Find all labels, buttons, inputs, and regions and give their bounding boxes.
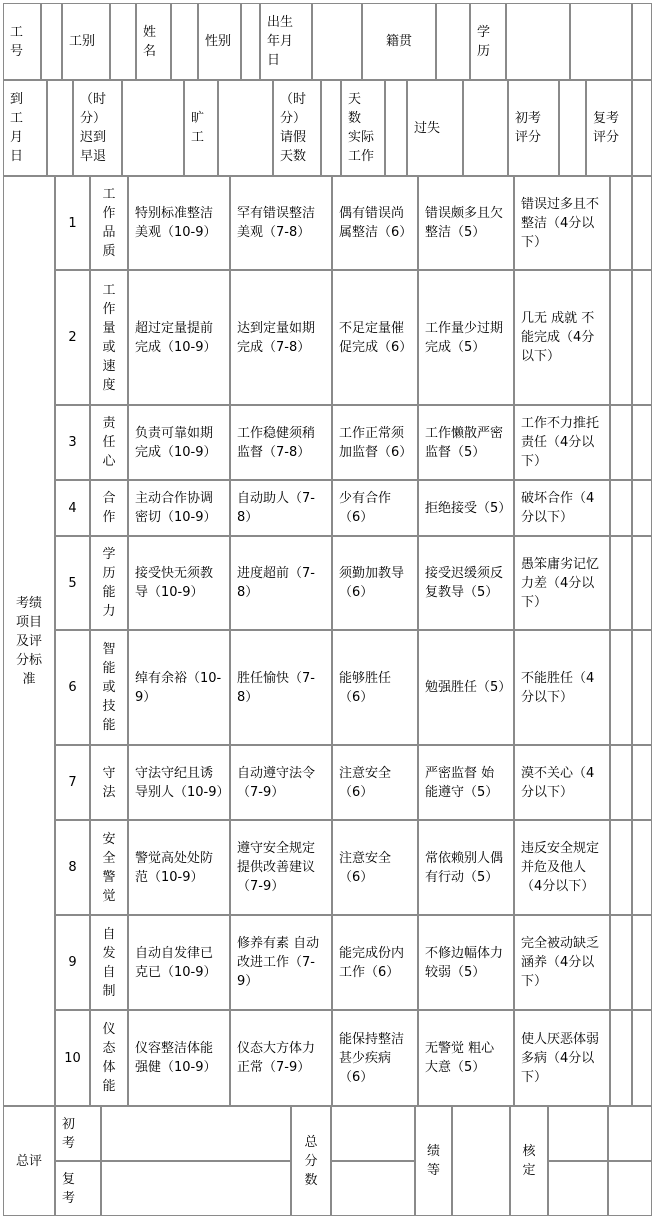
criteria-no: 3 <box>55 405 90 480</box>
criteria-level-2: 罕有错误整洁美观（7-8） <box>230 176 332 270</box>
criteria-level-1: 绰有余裕（10-9） <box>128 630 230 745</box>
criteria-score-review[interactable] <box>632 745 652 820</box>
criteria-level-1: 超过定量提前完成（10-9） <box>128 270 230 405</box>
criteria-level-3: 能完成份内工作（6） <box>332 915 418 1010</box>
criteria-level-2: 自动助人（7-8） <box>230 480 332 536</box>
criteria-item: 仪 态 体 能 <box>90 1010 128 1106</box>
label-fault: 过失 <box>407 80 463 176</box>
criteria-level-3: 能够胜任（6） <box>332 630 418 745</box>
criteria-no: 2 <box>55 270 90 405</box>
label-join-date: 到 工 月 日 <box>3 80 47 176</box>
criteria-level-3: 工作正常须加监督（6） <box>332 405 418 480</box>
criteria-score-review[interactable] <box>632 915 652 1010</box>
field-fault[interactable] <box>463 80 508 176</box>
criteria-item: 安 全 警 觉 <box>90 820 128 915</box>
criteria-no: 4 <box>55 480 90 536</box>
field-total-first[interactable] <box>331 1106 415 1161</box>
criteria-level-1: 警觉高处处防范（10-9） <box>128 820 230 915</box>
criteria-no: 10 <box>55 1010 90 1106</box>
criteria-score-first[interactable] <box>610 1010 632 1106</box>
field-approve-1[interactable] <box>548 1106 608 1161</box>
criteria-no: 7 <box>55 745 90 820</box>
criteria-score-review[interactable] <box>632 820 652 915</box>
criteria-level-4: 拒绝接受（5） <box>418 480 514 536</box>
criteria-score-first[interactable] <box>610 270 632 405</box>
label-total: 总 分 数 <box>291 1106 331 1216</box>
field-total-review[interactable] <box>331 1161 415 1216</box>
criteria-no: 5 <box>55 536 90 630</box>
label-grade: 绩 等 <box>415 1106 452 1216</box>
criteria-item: 守 法 <box>90 745 128 820</box>
field-approve-2[interactable] <box>548 1161 608 1216</box>
criteria-level-3: 注意安全（6） <box>332 745 418 820</box>
criteria-level-3: 能保持整洁甚少疾病（6） <box>332 1010 418 1106</box>
label-birth-date: 出生 年月 日 <box>260 3 312 80</box>
criteria-level-4: 不修边幅体力较弱（5） <box>418 915 514 1010</box>
criteria-item: 合 作 <box>90 480 128 536</box>
criteria-level-1: 接受快无须教导（10-9） <box>128 536 230 630</box>
criteria-level-4: 工作懒散严密监督（5） <box>418 405 514 480</box>
field-approve-4[interactable] <box>608 1161 652 1216</box>
criteria-level-4: 错误颇多且欠整洁（5） <box>418 176 514 270</box>
field-department[interactable] <box>110 3 136 80</box>
label-leave: （时 分） 请假 天数 <box>273 80 321 176</box>
criteria-no: 1 <box>55 176 90 270</box>
criteria-level-5: 不能胜任（4分以下） <box>514 630 610 745</box>
criteria-level-5: 错误过多且不整洁（4分以下） <box>514 176 610 270</box>
field-late-early[interactable] <box>122 80 184 176</box>
criteria-level-2: 遵守安全规定提供改善建议（7-9） <box>230 820 332 915</box>
field-join-date[interactable] <box>47 80 73 176</box>
label-education: 学 历 <box>470 3 506 80</box>
criteria-level-5: 愚笨庸劣记忆力差（4分以下） <box>514 536 610 630</box>
criteria-item: 责 任 心 <box>90 405 128 480</box>
criteria-level-2: 仪态大方体力正常（7-9） <box>230 1010 332 1106</box>
label-emp-no: 工 号 <box>3 3 41 80</box>
criteria-score-review[interactable] <box>632 1010 652 1106</box>
criteria-no: 9 <box>55 915 90 1010</box>
criteria-level-3: 须勤加教导（6） <box>332 536 418 630</box>
criteria-level-2: 工作稳健须稍监督（7-8） <box>230 405 332 480</box>
criteria-level-4: 勉强胜任（5） <box>418 630 514 745</box>
criteria-item: 工 作 量 或 速 度 <box>90 270 128 405</box>
criteria-item: 自 发 自 制 <box>90 915 128 1010</box>
field-native-place[interactable] <box>436 3 470 80</box>
label-first: 初 考 <box>55 1106 101 1161</box>
label-name: 姓 名 <box>136 3 171 80</box>
criteria-level-4: 严密监督 始能遵守（5） <box>418 745 514 820</box>
criteria-score-first[interactable] <box>610 630 632 745</box>
criteria-level-5: 漠不关心（4分以下） <box>514 745 610 820</box>
field-education-2[interactable] <box>570 3 632 80</box>
field-absent[interactable] <box>218 80 273 176</box>
field-emp-no[interactable] <box>41 3 62 80</box>
criteria-level-5: 破坏合作（4分以下） <box>514 480 610 536</box>
criteria-level-5: 工作不力推托责任（4分以下） <box>514 405 610 480</box>
criteria-score-review[interactable] <box>632 480 652 536</box>
field-birth-date[interactable] <box>312 3 362 80</box>
field-name[interactable] <box>171 3 198 80</box>
criteria-level-1: 守法守纪且诱导别人（10-9） <box>128 745 230 820</box>
criteria-level-2: 达到定量如期完成（7-8） <box>230 270 332 405</box>
label-review-score: 复考 评分 <box>586 80 632 176</box>
field-first-score[interactable] <box>559 80 586 176</box>
criteria-level-5: 几无 成就 不能完成（4分以下） <box>514 270 610 405</box>
criteria-level-4: 工作量少过期完成（5） <box>418 270 514 405</box>
criteria-score-review[interactable] <box>632 536 652 630</box>
criteria-score-first[interactable] <box>610 480 632 536</box>
criteria-score-first[interactable] <box>610 820 632 915</box>
field-leave[interactable] <box>321 80 341 176</box>
criteria-item: 学 历 能 力 <box>90 536 128 630</box>
criteria-score-first[interactable] <box>610 176 632 270</box>
criteria-level-2: 胜任愉快（7-8） <box>230 630 332 745</box>
criteria-score-review[interactable] <box>632 630 652 745</box>
criteria-level-1: 负责可靠如期完成（10-9） <box>128 405 230 480</box>
criteria-level-4: 接受迟缓须反复教导（5） <box>418 536 514 630</box>
label-actual-days: 天 数 实际 工作 <box>341 80 385 176</box>
criteria-item: 智 能 或 技 能 <box>90 630 128 745</box>
criteria-level-3: 偶有错误尚属整洁（6） <box>332 176 418 270</box>
criteria-level-3: 少有合作（6） <box>332 480 418 536</box>
criteria-no: 8 <box>55 820 90 915</box>
field-review-score[interactable] <box>632 80 652 176</box>
field-first-comment[interactable] <box>101 1106 291 1161</box>
criteria-level-1: 仪容整洁体能强健（10-9） <box>128 1010 230 1106</box>
criteria-item: 工 作 品 质 <box>90 176 128 270</box>
criteria-level-5: 完全被动缺乏涵养（4分以下） <box>514 915 610 1010</box>
label-late-early: （时 分） 迟到 早退 <box>73 80 122 176</box>
criteria-level-1: 主动合作协调密切（10-9） <box>128 480 230 536</box>
criteria-level-5: 违反安全规定并危及他人（4分以下） <box>514 820 610 915</box>
criteria-score-review[interactable] <box>632 176 652 270</box>
criteria-score-review[interactable] <box>632 405 652 480</box>
criteria-title: 考绩 项目 及评 分标 准 <box>3 176 55 1106</box>
criteria-level-4: 常依赖别人偶有行动（5） <box>418 820 514 915</box>
criteria-score-first[interactable] <box>610 536 632 630</box>
label-review: 复 考 <box>55 1161 101 1216</box>
field-education-3[interactable] <box>632 3 652 80</box>
criteria-score-first[interactable] <box>610 745 632 820</box>
field-approve-3[interactable] <box>608 1106 652 1161</box>
criteria-level-1: 自动自发律已克已（10-9） <box>128 915 230 1010</box>
field-education-1[interactable] <box>506 3 570 80</box>
label-overall: 总评 <box>3 1106 55 1216</box>
criteria-level-3: 不足定量催促完成（6） <box>332 270 418 405</box>
criteria-level-5: 使人厌恶体弱多病（4分以下） <box>514 1010 610 1106</box>
criteria-score-review[interactable] <box>632 270 652 405</box>
criteria-level-3: 注意安全（6） <box>332 820 418 915</box>
field-grade[interactable] <box>452 1106 510 1216</box>
label-department: 工别 <box>62 3 110 80</box>
criteria-score-first[interactable] <box>610 405 632 480</box>
label-first-score: 初考 评分 <box>508 80 559 176</box>
field-gender[interactable] <box>241 3 260 80</box>
criteria-level-2: 进度超前（7-8） <box>230 536 332 630</box>
label-approve: 核 定 <box>510 1106 548 1216</box>
label-absent: 旷 工 <box>184 80 218 176</box>
label-native-place: 籍贯 <box>362 3 436 80</box>
criteria-level-1: 特别标准整洁美观（10-9） <box>128 176 230 270</box>
field-actual-days[interactable] <box>385 80 407 176</box>
field-review-comment[interactable] <box>101 1161 291 1216</box>
criteria-level-4: 无警觉 粗心大意（5） <box>418 1010 514 1106</box>
criteria-no: 6 <box>55 630 90 745</box>
criteria-level-2: 修养有素 自动改进工作（7-9） <box>230 915 332 1010</box>
criteria-score-first[interactable] <box>610 915 632 1010</box>
label-gender: 性别 <box>198 3 241 80</box>
criteria-level-2: 自动遵守法令（7-9） <box>230 745 332 820</box>
